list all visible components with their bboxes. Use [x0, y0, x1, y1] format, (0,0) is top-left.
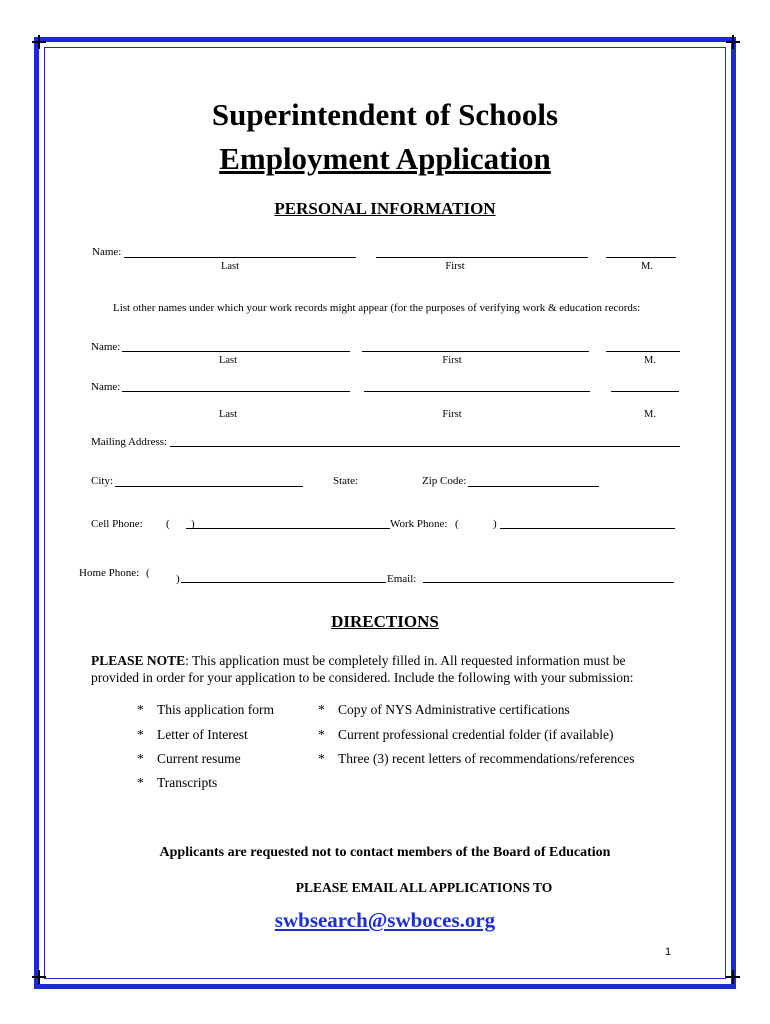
work-phone-field[interactable] — [500, 528, 675, 529]
bullet: * — [137, 727, 144, 742]
last-caption: Last — [220, 261, 240, 272]
page-title: Superintendent of Schools — [211, 97, 559, 132]
list-item: Current professional credential folder (if available) — [338, 727, 614, 742]
bullet: * — [318, 702, 325, 717]
zip-code-field[interactable] — [468, 486, 599, 487]
name-label: Name: — [91, 381, 121, 393]
zip-code-label: Zip Code: — [422, 475, 467, 487]
paren-open: ( — [146, 567, 150, 579]
home-phone-field[interactable] — [181, 582, 386, 583]
name-label: Name: — [91, 341, 121, 353]
work-phone-label: Work Phone: — [390, 518, 448, 530]
page-subtitle: Employment Application — [219, 141, 551, 176]
last-caption: Last — [218, 355, 238, 366]
middle-initial-field[interactable] — [606, 257, 676, 258]
corner-mark — [32, 970, 46, 984]
city-label: City: — [91, 475, 114, 487]
state-label: State: — [333, 475, 359, 487]
list-item: Letter of Interest — [157, 727, 248, 742]
city-field[interactable] — [115, 486, 303, 487]
paren-close: ) — [493, 518, 497, 530]
corner-mark — [726, 35, 740, 49]
email-link[interactable]: swbsearch@swboces.org — [274, 908, 496, 932]
corner-mark — [726, 970, 740, 984]
bullet: * — [137, 702, 144, 717]
other-names-note: List other names under which your work records might appear (for the purposes of verifying work & education records: — [113, 302, 641, 314]
home-phone-label: Home Phone: — [79, 567, 140, 579]
bullet: * — [318, 727, 325, 742]
paren-open: ( — [166, 518, 170, 530]
first-name-field[interactable] — [376, 257, 588, 258]
other-first-name-field[interactable] — [362, 351, 589, 352]
list-item: This application form — [157, 702, 274, 717]
name-label: Name: — [92, 246, 122, 258]
email-field[interactable] — [423, 582, 674, 583]
please-note-text-2: provided in order for your application to be considered. Include the following with your submission: — [91, 670, 634, 685]
please-note-text-1: : This application must be completely filled in. All requested information must be — [185, 653, 626, 668]
email-instruction: PLEASE EMAIL ALL APPLICATIONS TO — [295, 880, 553, 895]
paren-open: ( — [455, 518, 459, 530]
contact-note: Applicants are requested not to contact members of the Board of Education — [159, 845, 611, 860]
middle-caption: M. — [644, 355, 656, 366]
other-last-name-field[interactable] — [122, 351, 350, 352]
please-note-label: PLEASE NOTE — [91, 653, 186, 668]
corner-mark — [32, 35, 46, 49]
personal-information-heading: PERSONAL INFORMATION — [274, 199, 496, 218]
mailing-address-field[interactable] — [170, 446, 680, 447]
list-item: Copy of NYS Administrative certifications — [338, 702, 570, 717]
other-middle-initial-field[interactable] — [606, 351, 680, 352]
cell-phone-field[interactable] — [186, 528, 390, 529]
first-caption: First — [442, 409, 462, 420]
page-number: 1 — [665, 946, 672, 958]
directions-heading: DIRECTIONS — [331, 612, 439, 631]
paren-close: ) — [191, 518, 195, 530]
list-item: Transcripts — [157, 775, 218, 790]
middle-caption: M. — [641, 261, 653, 272]
cell-phone-label: Cell Phone: — [91, 518, 143, 530]
bullet: * — [318, 751, 325, 766]
list-item: Current resume — [157, 751, 241, 766]
email-label: Email: — [387, 573, 417, 585]
bullet: * — [137, 775, 144, 790]
last-name-field[interactable] — [124, 257, 356, 258]
list-item: Three (3) recent letters of recommendations/references — [338, 751, 635, 766]
mailing-address-label: Mailing Address: — [91, 436, 168, 448]
paren-close: ) — [176, 573, 180, 585]
bullet: * — [137, 751, 144, 766]
last-caption: Last — [218, 409, 238, 420]
other-middle-initial-field-2[interactable] — [611, 391, 679, 392]
first-caption: First — [442, 355, 462, 366]
middle-caption: M. — [644, 409, 656, 420]
other-last-name-field-2[interactable] — [122, 391, 350, 392]
other-first-name-field-2[interactable] — [364, 391, 590, 392]
first-caption: First — [445, 261, 465, 272]
page-border-inner — [44, 47, 726, 979]
please-note-line-1 — [91, 653, 625, 669]
